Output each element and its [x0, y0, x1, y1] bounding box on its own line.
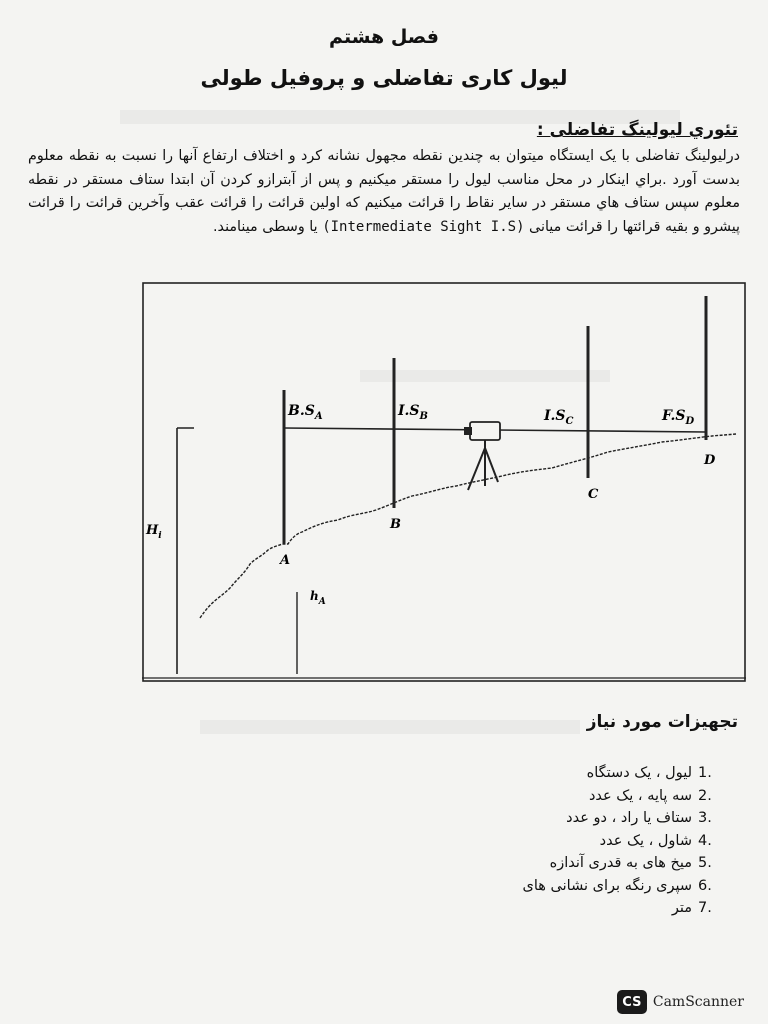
list-item: 7. متر: [671, 900, 712, 916]
bleed-through-shadow: [200, 720, 580, 734]
chapter-heading: فصل هشتم: [329, 26, 439, 48]
tripod-icon: [468, 448, 498, 490]
staff-label-a: $B.S_A$: [288, 403, 323, 422]
point-label-c: C: [588, 487, 599, 502]
level-instrument-icon: [470, 422, 500, 440]
theory-paragraph-text: درليولينگ تفاضلی با یک ایستگاه میتوان به چندین نقطه مجهول نشانه کرد و اختلاف ارتفاع آنها را نسبت به نقطه معلوم بدست آورد .براي اینکار در محل مناسب لیول را مستقر میکنیم و پس از آبترازو کردن آن ابتدا ستاف مستقر در نقطه معلوم سپس ستاف هاي مستقر در سایر نقاط را قرائت میکنیم که اولین قرائت را قرائت عقب وآخرین قرائت را قرائت پیشرو و بقیه قرائتها را قرائت میانی: [28, 148, 740, 235]
theory-paragraph-end: یا وسطی مینامند.: [213, 218, 318, 235]
page-title: لیول کاری تفاضلی و پروفیل طولی: [200, 66, 568, 90]
ground-profile: [200, 434, 736, 618]
staff-label-d: $F.S_D$: [662, 408, 695, 427]
list-item: 5. میخ های به قدری آندازه: [549, 855, 712, 871]
point-label-d: D: [704, 453, 716, 468]
section-heading-equipment: تجهیزات مورد نیاز: [586, 712, 738, 732]
instrument-height-bracket: [177, 428, 194, 674]
figure-frame: [143, 283, 745, 681]
list-item: 1. لیول ، یک دستگاه: [586, 765, 712, 781]
staff-label-b: $I.S_B$: [398, 403, 428, 422]
staff-label-c: $I.S_C$: [544, 408, 574, 427]
point-label-a: A: [280, 553, 291, 568]
theory-paragraph: [28, 145, 740, 239]
list-item: 3. ستاف یا راد ، دو عدد: [566, 810, 712, 826]
theory-paragraph-latin: (Intermediate Sight I.S): [322, 218, 525, 235]
level-eyepiece: [464, 427, 472, 435]
leveling-figure: [142, 282, 746, 684]
instrument-height-label: $H_i$: [146, 523, 162, 541]
point-a-height-label: $h_A$: [310, 589, 326, 607]
camscanner-name: CamScanner: [652, 994, 744, 1010]
camscanner-watermark: [617, 990, 744, 1014]
leveling-diagram: [142, 282, 746, 684]
list-item: 4. شاول ، یک عدد: [599, 832, 712, 849]
equipment-list: [523, 762, 720, 920]
list-item: 2. سه پایه ، یک عدد: [588, 787, 712, 804]
list-item: 6. سپری رنگه برای نشانی های: [522, 877, 712, 894]
point-label-b: B: [390, 517, 401, 532]
section-heading-theory: تئوري ليولينگ تفاضلی :: [536, 120, 738, 140]
camscanner-logo-icon: CS: [617, 990, 647, 1014]
